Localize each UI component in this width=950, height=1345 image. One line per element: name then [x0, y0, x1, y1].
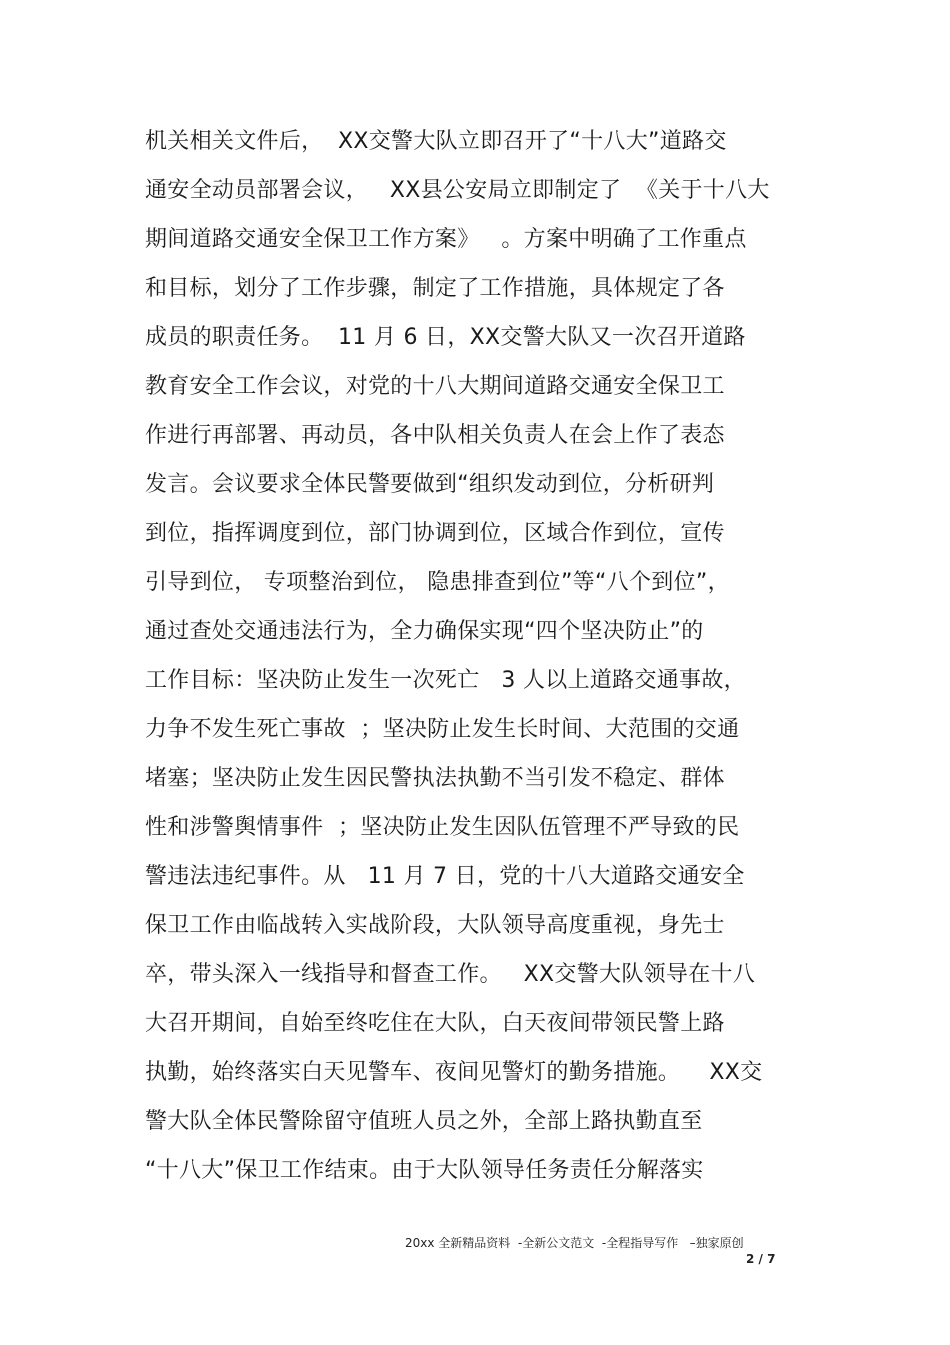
- text-line: 性和涉警舆情事件 ；坚决防止发生因队伍管理不严导致的民: [145, 815, 740, 840]
- page-number: 2 / 7: [746, 1252, 776, 1266]
- text-line: 堵塞；坚决防止发生因民警执法执勤不当引发不稳定、群体: [145, 766, 725, 791]
- text-line: 发言。会议要求全体民警要做到“组织发动到位，分析研判: [145, 472, 715, 497]
- text-line: 工作目标：坚决防止发生一次死亡 3 人以上道路交通事故，: [145, 668, 746, 693]
- text-line: 机关相关文件后， XX交警大队立即召开了“十八大”道路交: [145, 129, 727, 154]
- text-line: 作进行再部署、再动员，各中队相关负责人在会上作了表态: [145, 423, 725, 448]
- text-line: 期间道路交通安全保卫工作方案》 。方案中明确了工作重点: [145, 227, 747, 252]
- text-line: 力争不发生死亡事故 ；坚决防止发生长时间、大范围的交通: [145, 717, 740, 742]
- text-line: 通安全动员部署会议， XX县公安局立即制定了 《关于十八大: [145, 178, 770, 203]
- text-line: 卒，带头深入一线指导和督查工作。 XX交警大队领导在十八: [145, 962, 756, 987]
- footer-text: 20xx 全新精品资料 -全新公文范文 -全程指导写作 –独家原创: [405, 1236, 744, 1250]
- text-line: 执勤，始终落实白天见警车、夜间见警灯的勤务措施。 XX交: [145, 1060, 763, 1085]
- text-line: 大召开期间，自始至终吃住在大队，白天夜间带领民警上路: [145, 1011, 725, 1036]
- text-line: 成员的职责任务。 11 月 6 日，XX交警大队又一次召开道路: [145, 325, 746, 350]
- text-line: 警大队全体民警除留守值班人员之外，全部上路执勤直至: [145, 1109, 703, 1134]
- text-line: 教育安全工作会议，对党的十八大期间道路交通安全保卫工: [145, 374, 725, 399]
- text-line: 引导到位， 专项整治到位， 隐患排查到位”等“八个到位”，: [145, 570, 730, 595]
- text-line: 警违法违纪事件。从 11 月 7 日，党的十八大道路交通安全: [145, 864, 745, 889]
- text-line: 和目标，划分了工作步骤，制定了工作措施，具体规定了各: [145, 276, 725, 301]
- text-line: 到位，指挥调度到位，部门协调到位，区域合作到位，宣传: [145, 521, 725, 546]
- body-text: [145, 122, 825, 1200]
- text-line: 保卫工作由临战转入实战阶段，大队领导高度重视，身先士: [145, 913, 725, 938]
- text-line: 通过查处交通违法行为，全力确保实现“四个坚决防止”的: [145, 619, 704, 644]
- text-line: “十八大”保卫工作结束。由于大队领导任务责任分解落实: [145, 1158, 704, 1183]
